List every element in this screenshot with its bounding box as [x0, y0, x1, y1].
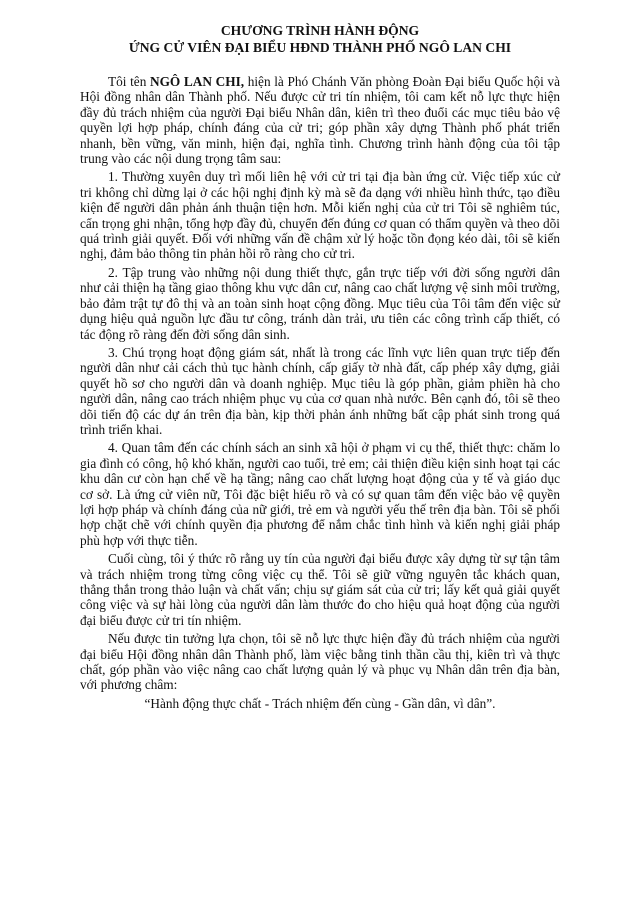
closing-paragraph-1: Cuối cùng, tôi ý thức rõ rằng uy tín của người đại biểu được xây dựng từ sự tận tâm và trách nhiệm trong từng công việc cụ thể. Tôi sẽ giữ vững nguyên tắc khách quan, thẳng thắn trong thảo luận và chất vấn; chịu sự giám sát của cử tri; lấy kết quả giải quyết công việc và sự hài lòng của người dân làm thước đo cho hiệu quả hoạt động của người đại biểu được cử tri tín nhiệm.: [80, 551, 560, 628]
program-item-1: 1. Thường xuyên duy trì mối liên hệ với cử tri tại địa bàn ứng cử. Việc tiếp xúc cử tri không chỉ dừng lại ở các hội nghị định kỳ mà sẽ đa dạng với nhiều hình thức, tạo điều kiện để người dân phản ánh thuận tiện hơn. Mỗi kiến nghị của cử tri Tôi sẽ nghiêm túc, cẩn trọng ghi nhận, tổng hợp đầy đủ, chuyển đến đúng cơ quan có thẩm quyền và theo dõi quá trình giải quyết. Đối với những vấn đề chậm xử lý hoặc tồn đọng kéo dài, tôi sẽ kiến nghị, đảm bảo thông tin phản hồi rõ ràng cho cử tri.: [80, 169, 560, 262]
candidate-name: NGÔ LAN CHI,: [149, 74, 245, 89]
closing-paragraph-2: Nếu được tin tưởng lựa chọn, tôi sẽ nỗ lực thực hiện đầy đủ trách nhiệm của người đại biểu Hội đồng nhân dân Thành phố, làm việc bằng tinh thần cầu thị, kiên trì và thực chất, góp phần vào việc nâng cao chất lượng quản lý và phục vụ Nhân dân trên địa bàn, với phương châm:: [80, 631, 560, 693]
document-page: [80, 22, 560, 714]
program-item-3: 3. Chú trọng hoạt động giám sát, nhất là trong các lĩnh vực liên quan trực tiếp đến người dân như cải cách thủ tục hành chính, cấp giấy tờ nhà đất, cấp phép xây dựng, giải quyết hồ sơ cho người dân và doanh nghiệp. Mục tiêu là góp phần, giảm phiền hà cho người dân, nâng cao trách nhiệm phục vụ của cơ quan nhà nước. Bên cạnh đó, tôi sẽ theo dõi tiến độ các dự án trên địa bàn, kịp thời phản ánh những bất cập phát sinh trong quá trình triển khai.: [80, 344, 560, 437]
intro-text: hiện là Phó Chánh Văn phòng Đoàn Đại biểu Quốc hội và Hội đồng nhân dân Thành phố. Nếu được cử tri tín nhiệm, tôi cam kết nỗ lực thực hiện đầy đủ trách nhiệm của người Đại biểu Nhân dân, kiên trì theo đuổi các mục tiêu bảo vệ quyền lợi hợp pháp, chính đáng của cử tri; góp phần xây dựng Thành phố phát triển nhanh, bền vững, văn minh, hiện đại, nghĩa tình. Chương trình hành động của tôi tập trung vào các nội dung trọng tâm sau:: [80, 74, 560, 167]
motto: “Hành động thực chất - Trách nhiệm đến cùng - Gần dân, vì dân”.: [144, 695, 496, 711]
document-subtitle: ỨNG CỬ VIÊN ĐẠI BIỂU HĐND THÀNH PHỐ NGÔ LAN CHI: [128, 40, 512, 55]
program-item-2: 2. Tập trung vào những nội dung thiết thực, gắn trực tiếp với đời sống người dân như cải thiện hạ tầng giao thông khu vực dân cư, nâng cao chất lượng vệ sinh môi trường, bảo đảm trật tự đô thị và an toàn sinh hoạt cộng đồng. Mục tiêu của Tôi tâm đến việc sử dụng hiệu quả nguồn lực đầu tư công, tránh dàn trải, ưu tiên các công trình cấp thiết, có tác động rõ ràng đến đời sống dân sinh.: [80, 264, 560, 342]
intro-lead: Tôi tên: [108, 74, 150, 89]
program-item-4: 4. Quan tâm đến các chính sách an sinh xã hội ở phạm vi cụ thể, thiết thực: chăm lo gia đình có công, hộ khó khăn, người cao tuổi, trẻ em; cải thiện điều kiện sinh hoạt tại các khu dân cư còn hạn chế về hạ tầng; nâng cao chất lượng hoạt động của y tế và giáo dục cơ sở. Là ứng cử viên nữ, Tôi đặc biệt hiểu rõ và có sự quan tâm đến việc bảo vệ quyền lợi hợp pháp và chính đáng của nữ giới, trẻ em và người yếu thế trên địa bàn. Tôi sẽ phối hợp chặt chẽ với chính quyền địa phương để nắm chắc tình hình và kiến nghị giải pháp phù hợp với thực tiễn.: [80, 440, 560, 548]
intro-paragraph: [80, 74, 560, 166]
document-title: CHƯƠNG TRÌNH HÀNH ĐỘNG: [220, 23, 420, 38]
